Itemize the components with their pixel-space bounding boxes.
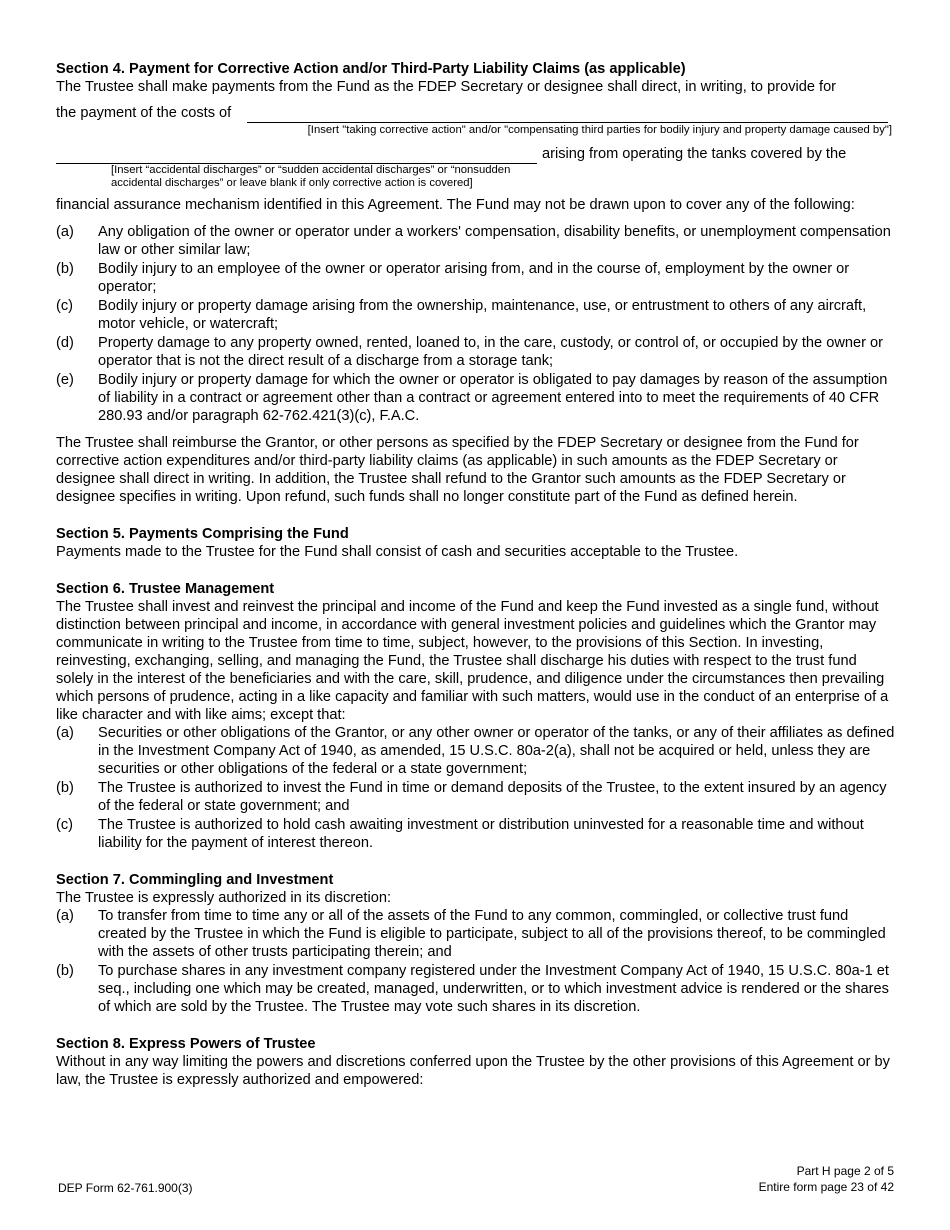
insert-note-discharges xyxy=(56,164,898,190)
list-item-label: (c) xyxy=(56,817,74,833)
footer-form-id: DEP Form 62-761.900(3) xyxy=(58,1181,193,1195)
list-item-text: Bodily injury to an employee of the owner or operator arising from, and in the course of, employment by the owner or operator; xyxy=(98,261,850,295)
list-item xyxy=(56,260,898,296)
footer-form-page: Entire form page 23 of 42 xyxy=(758,1180,894,1194)
document-body xyxy=(56,60,898,1089)
costs-prefix: the payment of the costs of xyxy=(56,105,232,121)
list-item xyxy=(56,779,898,815)
list-item-label: (a) xyxy=(56,908,74,924)
list-item xyxy=(56,907,898,961)
section-4-closing: The Trustee shall reimburse the Grantor, or other persons as specified by the FDEP Secretary or designee from the Fund for corrective action expenditures and/or third-party liability claims (as applicable) in such amounts as the FDEP Secretary or designee shall direct in writing. In addition, the Trustee shall refund to the Grantor such amounts as the FDEP Secretary or designee specifies in writing. Upon refund, such funds shall no longer constitute part of the Fund as defined herein. xyxy=(56,435,859,505)
section-4-para-after: financial assurance mechanism identified in this Agreement. The Fund may not be drawn upon to cover any of the following: xyxy=(56,197,855,213)
section-5-text: Payments made to the Trustee for the Fund shall consist of cash and securities acceptable to the Trustee. xyxy=(56,544,739,560)
insert-note-discharges-line-1: [Insert “accidental discharges” or “sudden accidental discharges” or “nonsudden xyxy=(111,164,511,176)
list-item-text: Bodily injury or property damage arising from the ownership, maintenance, use, or entrustment to others of any aircraft, motor vehicle, or watercraft; xyxy=(98,298,867,332)
list-item xyxy=(56,371,898,425)
costs-fill-row xyxy=(56,104,898,122)
list-item-label: (e) xyxy=(56,372,74,388)
list-item-text: To purchase shares in any investment company registered under the Investment Company Act of 1940, 15 U.S.C. 80a-1 et seq., including one which may be created, managed, underwritten, or to which investment advice is rendered or the shares of which are sold by the Trustee. The Trustee may vote such shares in its discretion. xyxy=(98,963,889,1015)
list-item-label: (a) xyxy=(56,224,74,240)
list-item xyxy=(56,334,898,370)
insert-note-costs: [Insert "taking corrective action" and/or "compensating third parties for bodily injury and property damage caused by"] xyxy=(307,124,892,136)
list-item xyxy=(56,962,898,1016)
section-7-list xyxy=(56,907,898,1016)
list-item xyxy=(56,223,898,259)
section-8-title: Section 8. Express Powers of Trustee xyxy=(56,1036,316,1052)
section-6-title: Section 6. Trustee Management xyxy=(56,581,275,597)
list-item-text: To transfer from time to time any or all of the assets of the Fund to any common, commingled, or collective trust fund created by the Trustee in which the Fund is eligible to participate, subject to all of the provisions thereof, to be commingled with the assets of other trusts participating therein; and xyxy=(98,908,886,960)
list-item-text: Property damage to any property owned, rented, loaned to, in the care, custody, or control of, or occupied by the owner or operator that is not the direct result of a discharge from a storage tank; xyxy=(98,335,883,369)
section-7-title: Section 7. Commingling and Investment xyxy=(56,872,334,888)
section-7-text: The Trustee is expressly authorized in its discretion: xyxy=(56,890,391,906)
list-item-label: (b) xyxy=(56,963,74,979)
section-6-list xyxy=(56,724,898,852)
section-4-exclusions-list xyxy=(56,223,898,425)
costs-blank-line[interactable] xyxy=(247,122,888,123)
list-item xyxy=(56,816,898,852)
list-item-text: Bodily injury or property damage for which the owner or operator is obligated to pay damages by reason of the assumption of liability in a contract or agreement other than a contract or agreement entered into to meet the requirements of 40 CFR 280.93 and/or paragraph 62-762.421(3)(c), F.A.C. xyxy=(98,372,888,424)
footer-page-info xyxy=(759,1163,894,1195)
list-item-text: The Trustee is authorized to hold cash awaiting investment or distribution uninvested for a reasonable time and without liability for the payment of interest thereon. xyxy=(98,817,864,851)
discharges-suffix: arising from operating the tanks covered by the xyxy=(542,146,847,162)
footer-part-page: Part H page 2 of 5 xyxy=(796,1164,894,1178)
list-item-label: (c) xyxy=(56,298,74,314)
list-item-label: (a) xyxy=(56,725,74,741)
section-4-line-1: The Trustee shall make payments from the Fund as the FDEP Secretary or designee shall direct, in writing, to provide for xyxy=(56,79,837,95)
discharges-fill-row xyxy=(56,145,898,163)
list-item-text: Securities or other obligations of the Grantor, or any other owner or operator of the tanks, or any of their affiliates as defined in the Investment Company Act of 1940, as amended, 15 U.S.C. 80a-2(a), shall not be acquired or held, unless they are securities or other obligations of the federal or a state government; xyxy=(98,725,895,777)
list-item xyxy=(56,297,898,333)
section-8-text: Without in any way limiting the powers and discretions conferred upon the Trustee by the other provisions of this Agreement or by law, the Trustee is expressly authorized and empowered: xyxy=(56,1054,890,1088)
list-item-label: (b) xyxy=(56,261,74,277)
list-item-label: (d) xyxy=(56,335,74,351)
section-4-title: Section 4. Payment for Corrective Action and/or Third-Party Liability Claims (as applicable) xyxy=(56,61,686,77)
insert-note-discharges-line-2: accidental discharges” or leave blank if only corrective action is covered] xyxy=(111,177,473,189)
list-item-text: The Trustee is authorized to invest the Fund in time or demand deposits of the Trustee, to the extent insured by an agency of the federal or state government; and xyxy=(98,780,887,814)
discharges-blank-line[interactable] xyxy=(56,163,537,164)
list-item xyxy=(56,724,898,778)
list-item-label: (b) xyxy=(56,780,74,796)
list-item-text: Any obligation of the owner or operator under a workers' compensation, disability benefits, or unemployment compensation law or other similar law; xyxy=(98,224,891,258)
section-6-text: The Trustee shall invest and reinvest the principal and income of the Fund and keep the Fund invested as a single fund, without distinction between principal and income, in accordance with general investment policies and guidelines which the Grantor may communicate in writing to the Trustee from time to time, subject, however, to the provisions of this Section. In investing, reinvesting, exchanging, selling, and managing the Fund, the Trustee shall discharge his duties with respect to the trust fund solely in the interest of the beneficiaries and with the care, skill, prudence, and diligence under the circumstances then prevailing which persons of prudence, acting in a like capacity and familiar with such matters, would use in the conduct of an enterprise of a like character and with like aims; except that: xyxy=(56,599,889,723)
section-5-title: Section 5. Payments Comprising the Fund xyxy=(56,526,349,542)
